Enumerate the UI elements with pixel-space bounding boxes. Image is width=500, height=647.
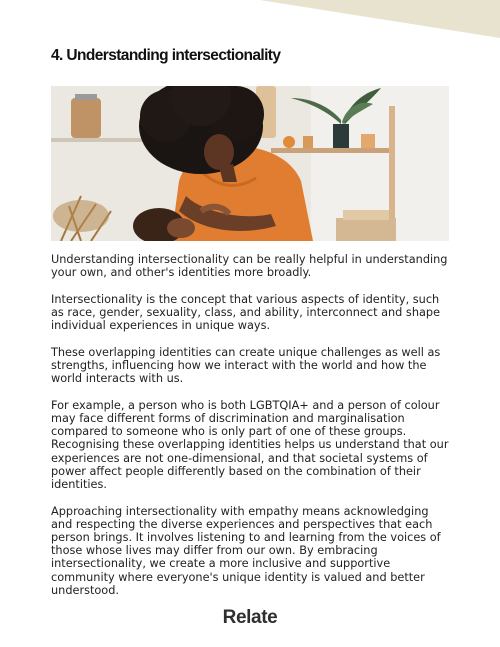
corner-accent-shape (260, 0, 500, 38)
article-body (51, 253, 451, 610)
paragraph-intro: Understanding intersectionality can be really helpful in understanding your own, and other's identities more broadly. (51, 253, 448, 280)
relate-logo: Relate (222, 607, 278, 628)
paragraph-overlapping-identities: These overlapping identities can create unique challenges as well as strengths, influencing how we interact with the world and how the world interacts with us. (51, 345, 441, 386)
hero-photo (51, 86, 449, 241)
paragraph-example: For example, a person who is both LGBTQIA+ and a person of colour may face different forms of discrimination and marginalisation compared to someone who is only part of one of these groups. Recognising these overlapping identities helps us understand that our experiences are not one-dimensional, and that societal systems of power affect people differently based on the combination of their identities. (51, 398, 449, 492)
paragraph-definition: Intersectionality is the concept that various aspects of identity, such as race, gender, sexuality, class, and ability, interconnect and shape individual experiences in unique ways. (51, 292, 441, 333)
page-title: 4. Understanding intersectionality (51, 47, 281, 64)
paragraph-empathy: Approaching intersectionality with empathy means acknowledging and respecting the diverse experiences and perspectives that each person brings. It involves listening to and learning from the voices of those whose lives may differ from our own. By embracing intersectionality, we create a more inclusive and supportive community where everyone's unique identity is valued and better understood. (51, 504, 441, 597)
